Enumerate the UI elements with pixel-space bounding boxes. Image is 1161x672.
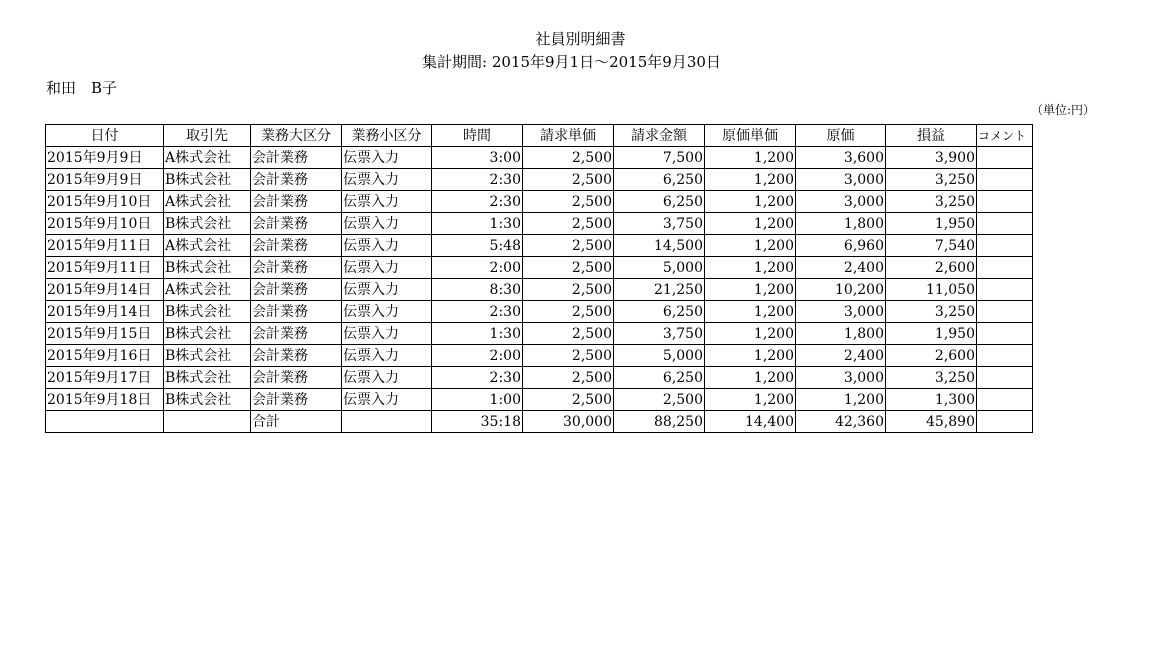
cell-bill-amount: 6,250: [614, 367, 705, 389]
cell-minor-category: 伝票入力: [342, 147, 432, 169]
cell-time: 5:48: [432, 235, 523, 257]
cell-date: 2015年9月15日: [46, 323, 164, 345]
header-row: [46, 125, 1033, 147]
cell-minor-category: 伝票入力: [342, 213, 432, 235]
total-comment: [977, 411, 1033, 433]
cell-time: 2:30: [432, 169, 523, 191]
cell-date: 2015年9月9日: [46, 147, 164, 169]
cell-time: 1:00: [432, 389, 523, 411]
table-row: [46, 257, 1033, 279]
cell-client: B株式会社: [164, 257, 251, 279]
cell-cost: 2,400: [796, 345, 886, 367]
cell-bill-rate: 2,500: [523, 279, 614, 301]
cell-date: 2015年9月18日: [46, 389, 164, 411]
table-row: [46, 213, 1033, 235]
total-row: [46, 411, 1033, 433]
cell-cost-rate: 1,200: [705, 367, 796, 389]
cell-comment: [977, 213, 1033, 235]
cell-cost: 3,000: [796, 169, 886, 191]
cell-major-category: 会計業務: [251, 345, 342, 367]
cell-time: 2:30: [432, 301, 523, 323]
table-row: [46, 169, 1033, 191]
column-header-comment: コメント: [977, 125, 1033, 147]
cell-date: 2015年9月14日: [46, 279, 164, 301]
cell-comment: [977, 279, 1033, 301]
cell-time: 1:30: [432, 213, 523, 235]
cell-comment: [977, 345, 1033, 367]
cell-client: B株式会社: [164, 301, 251, 323]
cell-client: B株式会社: [164, 323, 251, 345]
cell-cost: 1,800: [796, 213, 886, 235]
column-header-profit: 損益: [886, 125, 977, 147]
cell-bill-rate: 2,500: [523, 147, 614, 169]
column-header-date: 日付: [46, 125, 164, 147]
cell-bill-rate: 2,500: [523, 235, 614, 257]
cell-cost-rate: 1,200: [705, 169, 796, 191]
cell-bill-amount: 7,500: [614, 147, 705, 169]
cell-minor-category: 伝票入力: [342, 191, 432, 213]
cell-time: 1:30: [432, 323, 523, 345]
cell-major-category: 会計業務: [251, 235, 342, 257]
cell-comment: [977, 169, 1033, 191]
cell-time: 2:30: [432, 367, 523, 389]
cell-bill-amount: 21,250: [614, 279, 705, 301]
table-row: [46, 345, 1033, 367]
cell-profit: 2,600: [886, 257, 977, 279]
column-header-major-category: 業務大区分: [251, 125, 342, 147]
cell-bill-amount: 3,750: [614, 323, 705, 345]
cell-cost: 1,800: [796, 323, 886, 345]
table-row: [46, 367, 1033, 389]
cell-time: 8:30: [432, 279, 523, 301]
cell-bill-rate: 2,500: [523, 323, 614, 345]
cell-bill-rate: 2,500: [523, 213, 614, 235]
cell-bill-rate: 2,500: [523, 257, 614, 279]
cell-client: B株式会社: [164, 345, 251, 367]
document-title: 社員別明細書: [535, 30, 626, 48]
cell-profit: 11,050: [886, 279, 977, 301]
cell-cost: 3,000: [796, 367, 886, 389]
cell-time: 2:00: [432, 257, 523, 279]
total-bill-rate: 30,000: [523, 411, 614, 433]
cell-date: 2015年9月14日: [46, 301, 164, 323]
cell-time: 2:00: [432, 345, 523, 367]
cell-cost: 1,200: [796, 389, 886, 411]
column-header-client: 取引先: [164, 125, 251, 147]
cell-minor-category: 伝票入力: [342, 301, 432, 323]
cell-minor-category: 伝票入力: [342, 345, 432, 367]
cell-major-category: 会計業務: [251, 213, 342, 235]
column-header-minor-category: 業務小区分: [342, 125, 432, 147]
cell-cost-rate: 1,200: [705, 235, 796, 257]
unit-label: （単位:円）: [1030, 103, 1095, 117]
cell-profit: 3,250: [886, 301, 977, 323]
table-row: [46, 191, 1033, 213]
cell-bill-amount: 6,250: [614, 301, 705, 323]
cell-major-category: 会計業務: [251, 169, 342, 191]
cell-date: 2015年9月11日: [46, 235, 164, 257]
cell-profit: 3,250: [886, 191, 977, 213]
cell-profit: 3,900: [886, 147, 977, 169]
cell-comment: [977, 389, 1033, 411]
cell-bill-rate: 2,500: [523, 301, 614, 323]
cell-major-category: 会計業務: [251, 389, 342, 411]
cell-major-category: 会計業務: [251, 147, 342, 169]
total-cost: 42,360: [796, 411, 886, 433]
cell-major-category: 会計業務: [251, 191, 342, 213]
cell-profit: 1,300: [886, 389, 977, 411]
employee-name: 和田 B子: [46, 79, 118, 97]
column-header-cost: 原価: [796, 125, 886, 147]
cell-comment: [977, 257, 1033, 279]
cell-minor-category: 伝票入力: [342, 323, 432, 345]
cell-time: 3:00: [432, 147, 523, 169]
cell-major-category: 会計業務: [251, 367, 342, 389]
cell-comment: [977, 235, 1033, 257]
cell-date: 2015年9月11日: [46, 257, 164, 279]
cell-cost-rate: 1,200: [705, 301, 796, 323]
table-row: [46, 301, 1033, 323]
total-time: 35:18: [432, 411, 523, 433]
cell-bill-amount: 5,000: [614, 257, 705, 279]
cell-client: A株式会社: [164, 279, 251, 301]
column-header-bill-rate: 請求単価: [523, 125, 614, 147]
cell-cost-rate: 1,200: [705, 345, 796, 367]
cell-profit: 3,250: [886, 169, 977, 191]
cell-bill-amount: 14,500: [614, 235, 705, 257]
cell-client: A株式会社: [164, 147, 251, 169]
cell-cost: 3,000: [796, 301, 886, 323]
cell-bill-rate: 2,500: [523, 169, 614, 191]
total-bill-amount: 88,250: [614, 411, 705, 433]
period-range: 集計期間: 2015年9月1日～2015年9月30日: [422, 53, 721, 71]
cell-cost-rate: 1,200: [705, 389, 796, 411]
cell-bill-amount: 2,500: [614, 389, 705, 411]
cell-cost-rate: 1,200: [705, 191, 796, 213]
cell-major-category: 会計業務: [251, 301, 342, 323]
cell-cost: 10,200: [796, 279, 886, 301]
cell-client: A株式会社: [164, 191, 251, 213]
cell-comment: [977, 147, 1033, 169]
cell-comment: [977, 191, 1033, 213]
cell-comment: [977, 323, 1033, 345]
cell-minor-category: 伝票入力: [342, 257, 432, 279]
total-label: 合計: [251, 411, 342, 433]
cell-cost: 6,960: [796, 235, 886, 257]
cell-major-category: 会計業務: [251, 257, 342, 279]
cell-cost-rate: 1,200: [705, 213, 796, 235]
cell-cost-rate: 1,200: [705, 323, 796, 345]
cell-major-category: 会計業務: [251, 279, 342, 301]
cell-bill-amount: 5,000: [614, 345, 705, 367]
cell-profit: 3,250: [886, 367, 977, 389]
cell-date: 2015年9月16日: [46, 345, 164, 367]
cell-time: 2:30: [432, 191, 523, 213]
cell-bill-rate: 2,500: [523, 191, 614, 213]
total-cost-rate: 14,400: [705, 411, 796, 433]
cell-comment: [977, 367, 1033, 389]
total-cell-minor: [342, 411, 432, 433]
cell-client: B株式会社: [164, 389, 251, 411]
cell-minor-category: 伝票入力: [342, 235, 432, 257]
cell-minor-category: 伝票入力: [342, 279, 432, 301]
cell-client: B株式会社: [164, 367, 251, 389]
cell-cost: 3,000: [796, 191, 886, 213]
cell-cost: 2,400: [796, 257, 886, 279]
total-cell-date: [46, 411, 164, 433]
cell-profit: 7,540: [886, 235, 977, 257]
table-row: [46, 147, 1033, 169]
cell-date: 2015年9月17日: [46, 367, 164, 389]
cell-client: B株式会社: [164, 169, 251, 191]
cell-bill-amount: 6,250: [614, 169, 705, 191]
cell-profit: 1,950: [886, 323, 977, 345]
cell-date: 2015年9月10日: [46, 213, 164, 235]
cell-bill-rate: 2,500: [523, 345, 614, 367]
column-header-bill-amount: 請求金額: [614, 125, 705, 147]
cell-profit: 1,950: [886, 213, 977, 235]
cell-minor-category: 伝票入力: [342, 389, 432, 411]
cell-cost-rate: 1,200: [705, 147, 796, 169]
cell-minor-category: 伝票入力: [342, 367, 432, 389]
cell-client: A株式会社: [164, 235, 251, 257]
cell-comment: [977, 301, 1033, 323]
cell-bill-rate: 2,500: [523, 389, 614, 411]
column-header-cost-rate: 原価単価: [705, 125, 796, 147]
column-header-time: 時間: [432, 125, 523, 147]
cell-bill-amount: 6,250: [614, 191, 705, 213]
cell-profit: 2,600: [886, 345, 977, 367]
table-row: [46, 279, 1033, 301]
cell-date: 2015年9月10日: [46, 191, 164, 213]
cell-minor-category: 伝票入力: [342, 169, 432, 191]
cell-cost: 3,600: [796, 147, 886, 169]
detail-table: [45, 124, 1033, 433]
table-row: [46, 323, 1033, 345]
total-profit: 45,890: [886, 411, 977, 433]
cell-date: 2015年9月9日: [46, 169, 164, 191]
table-row: [46, 235, 1033, 257]
total-cell-client: [164, 411, 251, 433]
cell-bill-rate: 2,500: [523, 367, 614, 389]
table-row: [46, 389, 1033, 411]
cell-major-category: 会計業務: [251, 323, 342, 345]
cell-client: B株式会社: [164, 213, 251, 235]
cell-cost-rate: 1,200: [705, 279, 796, 301]
cell-cost-rate: 1,200: [705, 257, 796, 279]
cell-bill-amount: 3,750: [614, 213, 705, 235]
